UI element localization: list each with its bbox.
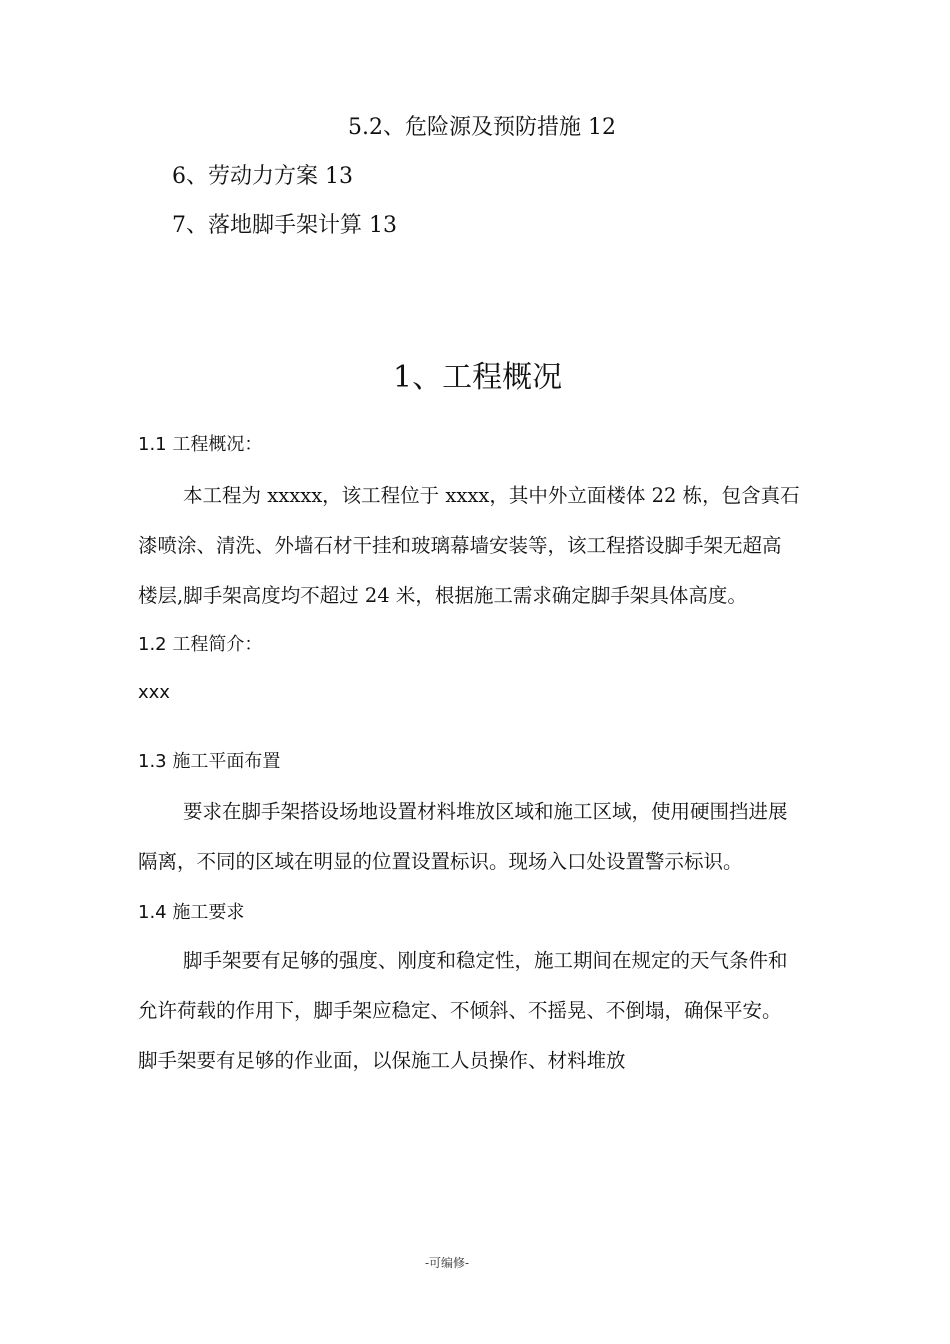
section-1-3-line-2: 隔离，不同的区域在明显的位置设置标识。现场入口处设置警示标识。 bbox=[138, 850, 743, 873]
section-1-1-line-3: 楼层,脚手架高度均不超过 24 米，根据施工需求确定脚手架具体高度。 bbox=[138, 584, 747, 607]
section-1-4-line-2: 允许荷载的作用下，脚手架应稳定、不倾斜、不摇晃、不倒塌，确保平安。 bbox=[138, 999, 782, 1022]
section-1-1-line-1: 本工程为 xxxxx，该工程位于 xxxx，其中外立面楼体 22 栋，包含真石 bbox=[183, 484, 800, 507]
section-1-3-heading: 1.3 施工平面布置 bbox=[138, 751, 281, 772]
section-1-2-heading: 1.2 工程简介： bbox=[138, 634, 263, 655]
section-1-4-line-1: 脚手架要有足够的强度、刚度和稳定性，施工期间在规定的天气条件和 bbox=[183, 949, 788, 972]
page-footer: -可编修- bbox=[425, 1256, 470, 1270]
section-1-4-line-3: 脚手架要有足够的作业面，以保施工人员操作、材料堆放 bbox=[138, 1049, 626, 1072]
toc-entry-7: 7、落地脚手架计算 13 bbox=[172, 213, 397, 238]
section-1-1-heading: 1.1 工程概况： bbox=[138, 434, 263, 455]
chapter-title: 1、工程概况 bbox=[393, 360, 563, 395]
toc-entry-6: 6、劳动力方案 13 bbox=[172, 164, 353, 189]
section-1-2-line-1: xxx bbox=[138, 682, 170, 703]
toc-entry-5-2: 5.2、危险源及预防措施 12 bbox=[348, 115, 616, 140]
section-1-1-line-2: 漆喷涂、清洗、外墙石材干挂和玻璃幕墙安装等，该工程搭设脚手架无超高 bbox=[138, 534, 782, 557]
section-1-3-line-1: 要求在脚手架搭设场地设置材料堆放区域和施工区域，使用硬围挡进展 bbox=[183, 800, 788, 823]
section-1-4-heading: 1.4 施工要求 bbox=[138, 902, 245, 923]
